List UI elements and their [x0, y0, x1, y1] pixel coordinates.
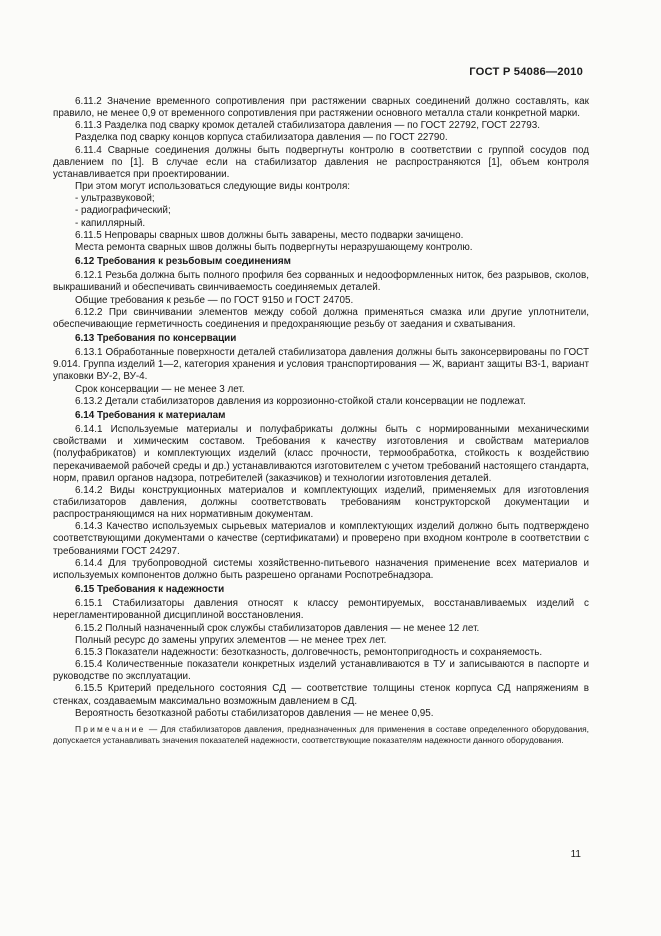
paragraph: 6.15.5 Критерий предельного состояния СД — соответствие толщины стенок корпуса СД напряжениям в стенках, создаваемым максимально возможным давлением в СД. [53, 683, 589, 707]
list-item: - ультразвуковой; [75, 193, 155, 205]
section-heading: 6.12 Требования к резьбовым соединениям [75, 256, 291, 268]
paragraph: 6.12.2 При свинчивании элементов между собой должна применяться смазка или другие уплотнители, обеспечивающие герметичность соединения и предохраняющие резьбу от заедания и схватывания. [53, 306, 589, 330]
paragraph: 6.15.2 Полный назначенный срок службы стабилизаторов давления — не менее 12 лет. [75, 622, 480, 634]
paragraph: 6.11.3 Разделка под сварку кромок деталей стабилизатора давления — по ГОСТ 22792, ГОСТ 22793. [75, 120, 540, 132]
section-heading: 6.15 Требования к надежности [75, 584, 225, 596]
paragraph: 6.14.4 Для трубопроводной системы хозяйственно-питьевого назначения применение всех материалов и используемых компонентов должно быть разрешено органами Роспотребнадзора. [53, 557, 589, 581]
paragraph: 6.13.1 Обработанные поверхности деталей стабилизатора давления должны быть законсервированы по ГОСТ 9.014. Группа изделий 1—2, категория хранения и условия транспортирования — Ж, вариант защиты ВЗ-1, вариант упаковки ВУ-2, ВУ-4. [53, 347, 589, 383]
paragraph: 6.15.4 Количественные показатели конкретных изделий устанавливаются в ТУ и записываются в паспорте и руководстве по эксплуатации. [53, 659, 589, 683]
paragraph: При этом могут использоваться следующие виды контроля: [75, 181, 351, 193]
note [53, 724, 589, 747]
paragraph: 6.13.2 Детали стабилизаторов давления из коррозионно-стойкой стали консервации не подлежат. [75, 395, 526, 407]
note-label: Примечание [75, 723, 146, 734]
paragraph: Разделка под сварку концов корпуса стабилизатора давления — по ГОСТ 22790. [75, 132, 448, 144]
paragraph: 6.11.2 Значение временного сопротивления при растяжении сварных соединений должно составлять, как правило, не менее 0,9 от временного сопротивления при растяжении основного металла стали конкретной марки. [53, 96, 589, 120]
section-heading: 6.13 Требования по консервации [75, 332, 237, 344]
paragraph: 6.11.5 Непровары сварных швов должны быть заварены, место подварки зачищено. [75, 229, 464, 241]
page-number: 11 [570, 849, 581, 860]
section-heading: 6.14 Требования к материалам [75, 409, 226, 421]
paragraph: 6.14.1 Используемые материалы и полуфабрикаты должны быть с нормированными механическими свойствами и химическим составом. Требования к качеству изготовления и свойствам материалов (полуфабрикатов) и комплектующих изделий (класс прочности, термообработка, стойкость к воздействию перекачиваемой рабочей среды и др.) устанавливаются изготовителем с учетом требований настоящего стандарта, норм, правил органов надзора, потребителей (заказчиков) и технологии изготовления деталей. [53, 424, 589, 484]
document-body [53, 96, 589, 747]
paragraph: 6.15.1 Стабилизаторы давления относят к классу ремонтируемых, восстанавливаемых изделий с нерегламентированной дисциплиной восстановления. [53, 598, 589, 622]
list-item: - капиллярный. [75, 217, 146, 229]
list-item: - радиографический; [75, 205, 171, 217]
note-text: — Для стабилизаторов давления, предназначенных для применения в составе определенного оборудования, допускается устанавливать значения показателей надежности, соответствующие показателям надежности данного оборудования. [53, 723, 589, 746]
paragraph: Срок консервации — не менее 3 лет. [75, 383, 245, 395]
paragraph: Вероятность безотказной работы стабилизаторов давления — не менее 0,95. [75, 707, 434, 719]
paragraph: 6.14.2 Виды конструкционных материалов и комплектующих изделий, применяемых для изготовления стабилизаторов давления, должны соответствовать требованиям конструкторской документации и распространяющимся на них нормативным документам. [53, 484, 589, 521]
paragraph: Места ремонта сварных швов должны быть подвергнуты неразрушающему контролю. [75, 241, 473, 253]
paragraph: 6.12.1 Резьба должна быть полного профиля без сорванных и недооформленных ниток, без разрывов, сколов, выкрашиваний и обеспечивать свинчиваемость соединяемых деталей. [53, 270, 589, 294]
paragraph: 6.15.3 Показатели надежности: безотказность, долговечность, ремонтопригодность и сохраняемость. [75, 646, 543, 658]
document-header: ГОСТ Р 54086—2010 [469, 66, 583, 78]
paragraph: 6.14.3 Качество используемых сырьевых материалов и комплектующих изделий должно быть подтверждено соответствующими документами о качестве (сертификатами) и проверено при входном контроле в соответствии с требованиями ГОСТ 24297. [53, 521, 589, 557]
paragraph: Полный ресурс до замены упругих элементов — не менее трех лет. [75, 634, 387, 646]
paragraph: 6.11.4 Сварные соединения должны быть подвергнуты контролю в соответствии с группой сосудов под давлением по [1]. В случае если на стабилизатор давления не распространяются [1], объем контроля устанавливается при проектировании. [53, 144, 589, 180]
paragraph: Общие требования к резьбе — по ГОСТ 9150 и ГОСТ 24705. [75, 294, 354, 306]
